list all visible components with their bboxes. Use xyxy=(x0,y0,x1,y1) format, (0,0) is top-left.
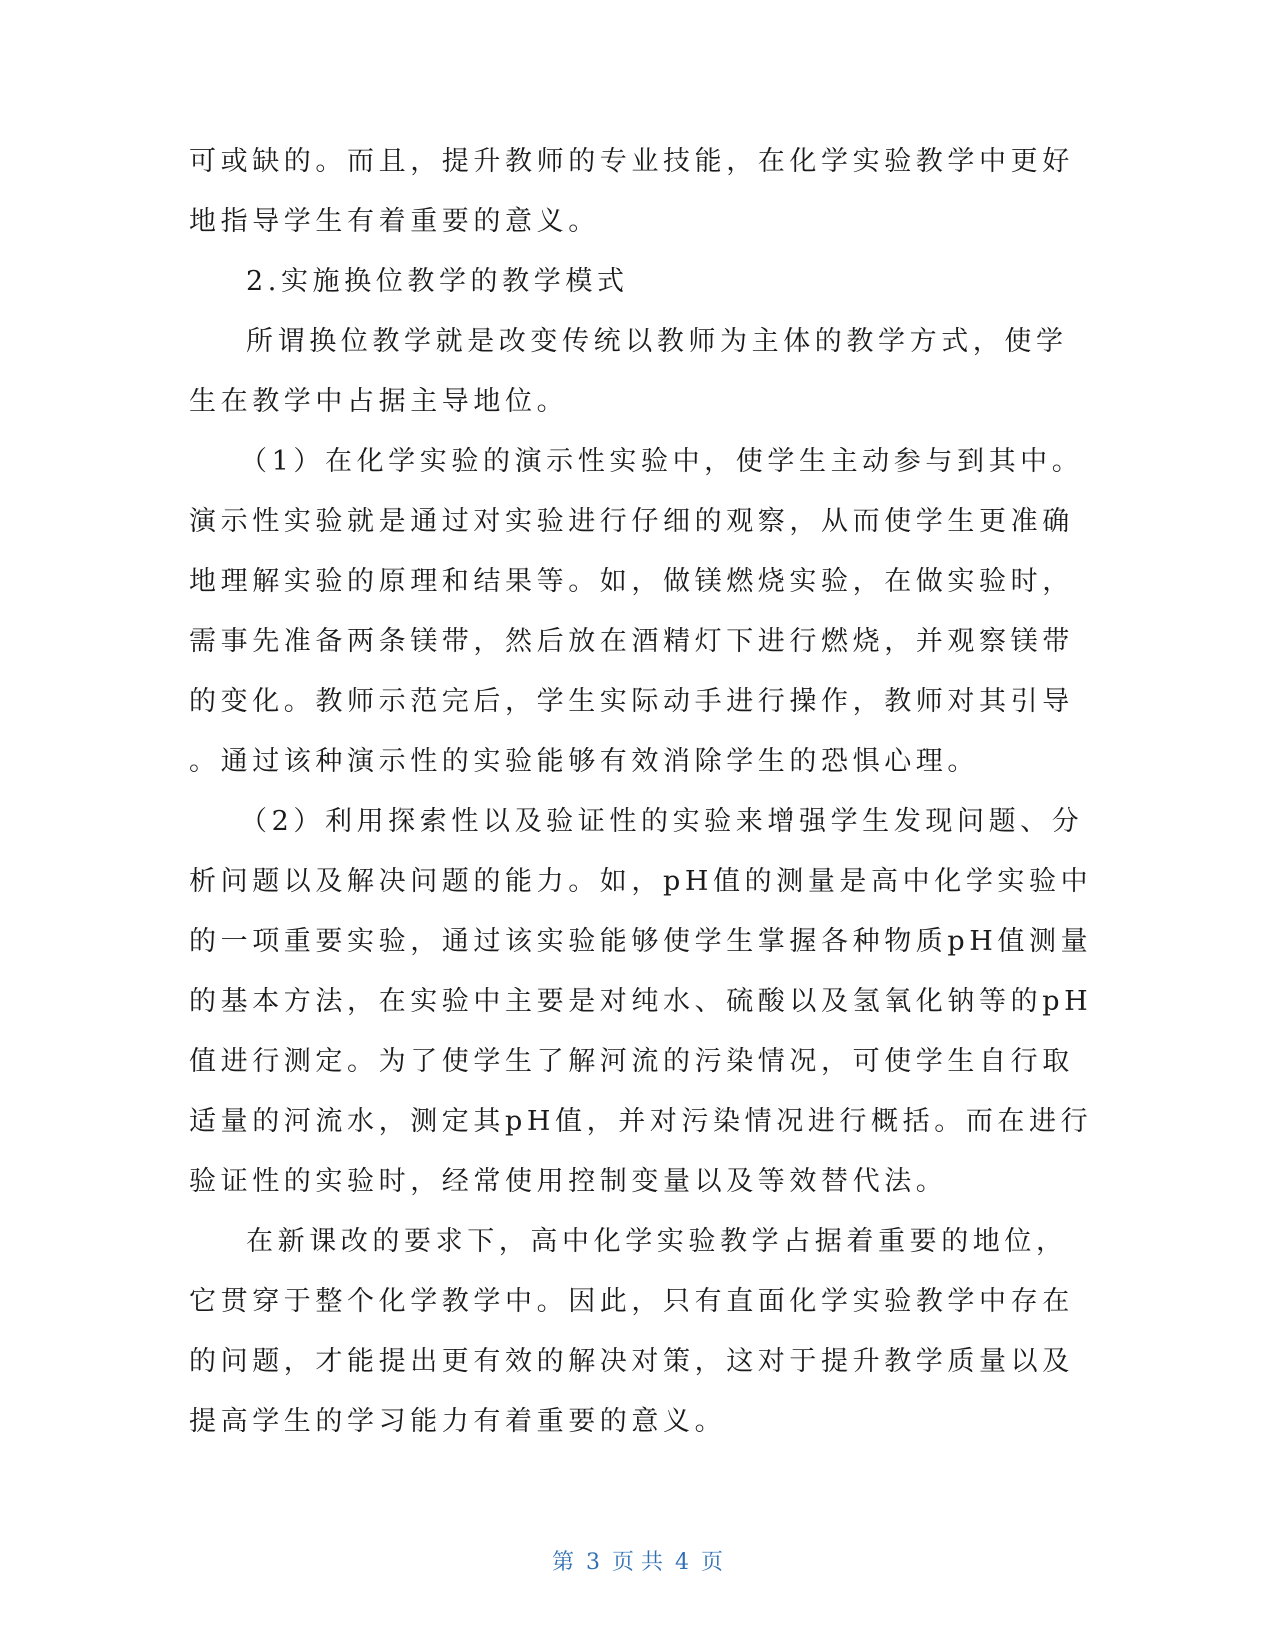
body-text-line: 演示性实验就是通过对实验进行仔细的观察，从而使学生更准确 xyxy=(189,506,1074,537)
body-text-line: 值进行测定。为了使学生了解河流的污染情况，可使学生自行取 xyxy=(189,1046,1074,1077)
body-text-line: 适量的河流水，测定其pH值，并对污染情况进行概括。而在进行 xyxy=(189,1106,1093,1137)
body-text-line: 析问题以及解决问题的能力。如，pH值的测量是高中化学实验中 xyxy=(189,866,1093,897)
page-footer xyxy=(0,1548,1275,1578)
body-text-line: 地理解实验的原理和结果等。如，做镁燃烧实验，在做实验时， xyxy=(189,566,1074,597)
body-text-line: 验证性的实验时，经常使用控制变量以及等效替代法。 xyxy=(189,1166,948,1197)
body-text-line: 所谓换位教学就是改变传统以教师为主体的教学方式，使学 xyxy=(246,326,1068,357)
body-text-line: 可或缺的。而且，提升教师的专业技能，在化学实验教学中更好 xyxy=(189,146,1074,177)
body-text-line: 提高学生的学习能力有着重要的意义。 xyxy=(189,1406,727,1437)
body-text-line: 需事先准备两条镁带，然后放在酒精灯下进行燃烧，并观察镁带 xyxy=(189,626,1074,657)
body-text-line: （1）在化学实验的演示性实验中，使学生主动参与到其中。 xyxy=(240,446,1084,477)
body-text-line: 它贯穿于整个化学教学中。因此，只有直面化学实验教学中存在 xyxy=(189,1286,1074,1317)
body-text-line: 的问题，才能提出更有效的解决对策，这对于提升教学质量以及 xyxy=(189,1346,1074,1377)
footer-mid: 页 共 xyxy=(612,1550,663,1575)
footer-suffix: 页 xyxy=(701,1550,724,1575)
body-text-line: 的基本方法，在实验中主要是对纯水、硫酸以及氢氧化钠等的pH xyxy=(189,986,1093,1017)
section-heading: 2.实施换位教学的教学模式 xyxy=(246,266,629,297)
footer-total-pages: 4 xyxy=(675,1550,689,1575)
body-text-line: 地指导学生有着重要的意义。 xyxy=(189,206,600,237)
footer-prefix: 第 xyxy=(551,1550,574,1575)
body-text-line: 在新课改的要求下，高中化学实验教学占据着重要的地位， xyxy=(246,1226,1068,1257)
footer-page-number: 3 xyxy=(586,1550,600,1575)
body-text-line: 。通过该种演示性的实验能够有效消除学生的恐惧心理。 xyxy=(189,746,979,777)
body-text-line: 的变化。教师示范完后，学生实际动手进行操作，教师对其引导 xyxy=(189,686,1074,717)
body-text-line: 的一项重要实验，通过该实验能够使学生掌握各种物质pH值测量 xyxy=(189,926,1093,957)
body-text-line: （2）利用探索性以及验证性的实验来增强学生发现问题、分 xyxy=(240,806,1084,837)
body-text-line: 生在教学中占据主导地位。 xyxy=(189,386,569,417)
